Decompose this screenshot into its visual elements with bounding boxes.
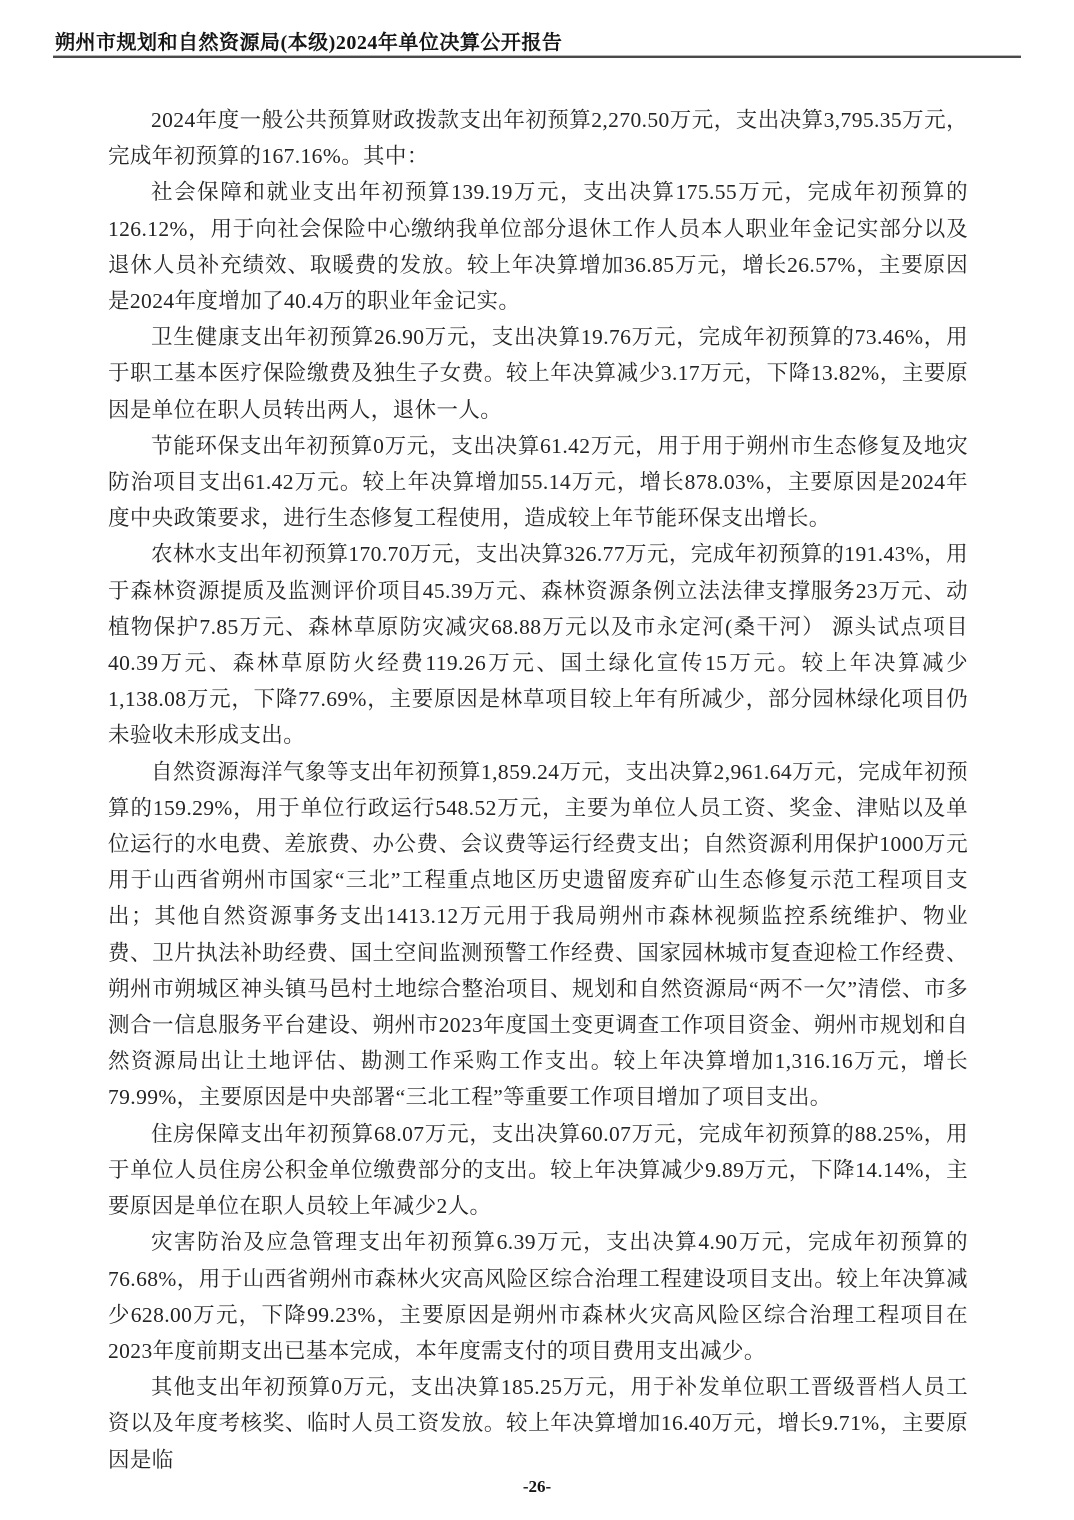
body-paragraph-agriculture-forestry-water: 农林水支出年初预算170.70万元，支出决算326.77万元，完成年初预算的191.43%，用于森林资源提质及监测评价项目45.39万元、森林资源条例立法法律支撑服务23万元、动植物保护7.85万元、森林草原防灾减灾68.88万元以及市永定河(桑干河） 源头试点项目40.39万元、森林草原防火经费119.26万元、国土绿化宣传15万元。较上年决算减少1,138.08万元，下降77.69%，主要原因是林草项目较上年有所减少，部分园林绿化项目仍未验收未形成支出。 [108, 542, 968, 748]
body-paragraph-housing: 住房保障支出年初预算68.07万元，支出决算60.07万元，完成年初预算的88.25%，用于单位人员住房公积金单位缴费部分的支出。较上年决算减少9.89万元，下降14.14%，主要原因是单位在职人员较上年减少2人。 [108, 1121, 968, 1219]
body-paragraph-summary: 2024年度一般公共预算财政拨款支出年初预算2,270.50万元，支出决算3,795.35万元，完成年初预算的167.16%。其中： [108, 108, 968, 169]
body-paragraph-social-security: 社会保障和就业支出年初预算139.19万元，支出决算175.55万元，完成年初预算的126.12%，用于向社会保险中心缴纳我单位部分退休工作人员本人职业年金记实部分以及退休人员补充绩效、取暖费的发放。较上年决算增加36.85万元，增长26.57%，主要原因是2024年度增加了40.4万的职业年金记实。 [108, 180, 968, 314]
body-paragraph-natural-resources: 自然资源海洋气象等支出年初预算1,859.24万元，支出决算2,961.64万元，完成年初预算的159.29%，用于单位行政运行548.52万元，主要为单位人员工资、奖金、津贴以及单位运行的水电费、差旅费、办公费、会议费等运行经费支出；自然资源利用保护1000万元用于山西省朔州市国家“三北”工程重点地区历史遗留废弃矿山生态修复示范工程项目支出；其他自然资源事务支出1413.12万元用于我局朔州市森林视频监控系统维护、物业费、卫片执法补助经费、国土空间监测预警工作经费、国家园林城市复查迎检工作经费、朔州市朔城区神头镇马邑村土地综合整治项目、规划和自然资源局“两不一欠”清偿、市多测合一信息服务平台建设、朔州市2023年度国土变更调查工作项目资金、朔州市规划和自然资源局出让土地评估、勘测工作采购工作支出。较上年决算增加1,316.16万元，增长79.99%，主要原因是中央部署“三北工程”等重要工作项目增加了项目支出。 [108, 759, 968, 1110]
page-number: -26- [522, 1477, 552, 1496]
body-paragraph-other-expenditure: 其他支出年初预算0万元，支出决算185.25万元，用于补发单位职工晋级晋档人员工资以及年度考核奖、临时人员工资发放。较上年决算增加16.40万元，增长9.71%，主要原因是临 [108, 1375, 968, 1472]
body-paragraph-energy-conservation: 节能环保支出年初预算0万元，支出决算61.42万元，用于用于朔州市生态修复及地灾防治项目支出61.42万元。较上年决算增加55.14万元，增长878.03%，主要原因是2024年度中央政策要求，进行生态修复工程使用，造成较上年节能环保支出增长。 [108, 433, 968, 531]
body-paragraph-disaster-prevention: 灾害防治及应急管理支出年初预算6.39万元，支出决算4.90万元，完成年初预算的76.68%，用于山西省朔州市森林火灾高风险区综合治理工程建设项目支出。较上年决算减少628.00万元，下降99.23%，主要原因是朔州市森林火灾高风险区综合治理工程项目在2023年度前期支出已基本完成，本年度需支付的项目费用支出减少。 [108, 1230, 968, 1363]
document-body [108, 102, 968, 1478]
header-divider [53, 55, 1021, 58]
report-header-title: 朔州市规划和自然资源局(本级)2024年单位决算公开报告 [55, 32, 563, 54]
body-paragraph-health: 卫生健康支出年初预算26.90万元，支出决算19.76万元，完成年初预算的73.46%，用于职工基本医疗保险缴费及独生子女费。较上年决算减少3.17万元，下降13.82%，主要原因是单位在职人员转出两人，退休一人。 [108, 325, 968, 422]
